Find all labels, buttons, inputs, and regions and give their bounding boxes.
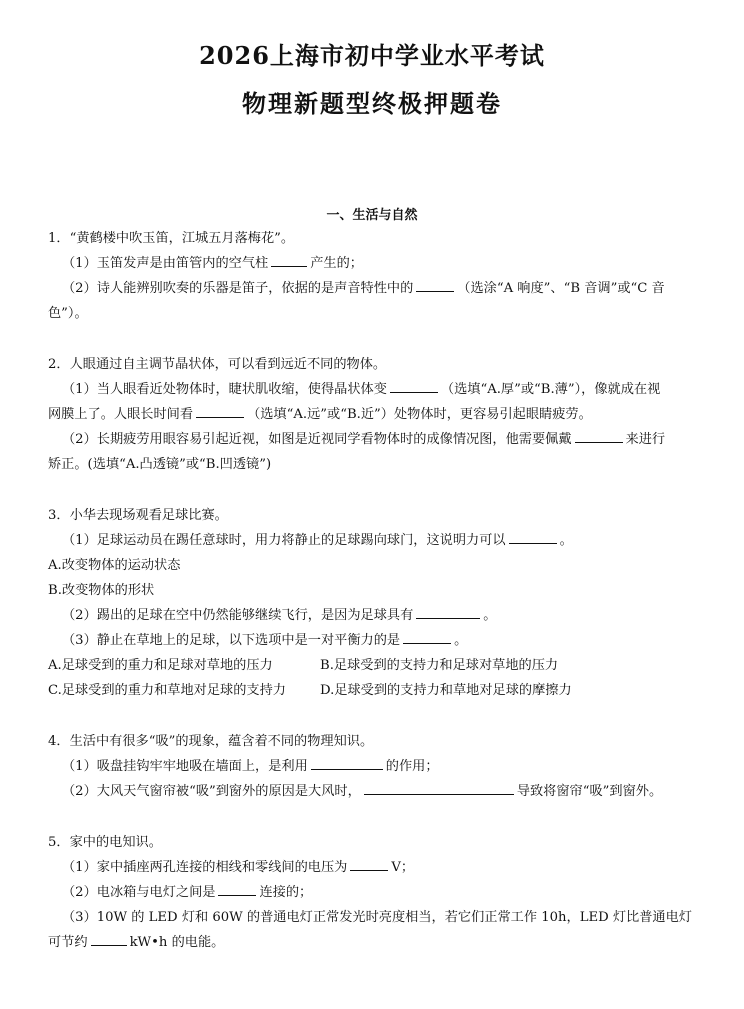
option-a: A.改变物体的运动状态 [48, 558, 181, 573]
question-4 [48, 729, 694, 804]
sub-question: （3）10W 的 LED 灯和 60W 的普通电灯正常发光时亮度相当，若它们正常工作 10h，LED 灯比普通电灯 [62, 910, 692, 925]
answer-blank[interactable] [509, 529, 557, 544]
section-title: 一、生活与自然 [326, 208, 418, 223]
option-b: B.足球受到的支持力和足球对草地的压力 [320, 658, 559, 673]
answer-blank[interactable] [390, 378, 438, 393]
option-c: C.足球受到的重力和草地对足球的支持力 [48, 683, 286, 698]
sub-question: （1）吸盘挂钩牢牢地吸在墙面上，是利用 的作用； [48, 754, 694, 779]
answer-blank[interactable] [271, 252, 307, 267]
answer-blank[interactable] [416, 277, 454, 292]
question-3 [48, 503, 694, 703]
question-1 [48, 226, 694, 326]
exam-subtitle: 物理新题型终极押题卷 [242, 89, 502, 118]
sub-question: （1）当人眼看近处物体时，睫状肌收缩，使得晶状体变 （选填“A.厚”或“B.薄”），像就成在视 [48, 377, 694, 402]
sub-question: （1）家中插座两孔连接的相线和零线间的电压为 V； [48, 855, 694, 880]
sub-question: （2）踢出的足球在空中仍然能够继续飞行，是因为足球具有 。 [48, 603, 694, 628]
answer-blank[interactable] [91, 931, 127, 946]
sub-question: （2）电冰箱与电灯之间是 连接的； [48, 880, 694, 905]
sub-question: （2）长期疲劳用眼容易引起近视，如图是近视同学看物体时的成像情况图，他需要佩戴 来进行 [48, 427, 694, 452]
answer-blank[interactable] [218, 881, 256, 896]
sub-question-continued: 色”）。 [48, 306, 88, 321]
option-a: A.足球受到的重力和足球对草地的压力 [48, 658, 273, 673]
question-2 [48, 352, 694, 477]
answer-blank[interactable] [575, 428, 623, 443]
answer-blank[interactable] [196, 403, 244, 418]
option-d: D.足球受到的支持力和草地对足球的摩擦力 [320, 683, 572, 698]
question-stem: 3．小华去现场观看足球比赛。 [48, 508, 228, 523]
sub-question-continued: 可节约 kW•h 的电能。 [48, 930, 694, 955]
question-stem: 2．人眼通过自主调节晶状体，可以看到远近不同的物体。 [48, 357, 387, 372]
option-b: B.改变物体的形状 [48, 583, 155, 598]
option-row [48, 653, 694, 678]
sub-question: （1）足球运动员在踢任意球时，用力将静止的足球踢向球门，这说明力可以 。 [48, 528, 694, 553]
question-5 [48, 830, 694, 955]
sub-question: （2）大风天气窗帘被“吸”到窗外的原因是大风时， 导致将窗帘“吸”到窗外。 [48, 779, 694, 804]
answer-blank[interactable] [403, 629, 451, 644]
answer-blank[interactable] [311, 755, 383, 770]
exam-title: 2026上海市初中学业水平考试 [199, 41, 545, 70]
sub-question: （3）静止在草地上的足球，以下选项中是一对平衡力的是 。 [48, 628, 694, 653]
sub-question: （1）玉笛发声是由笛管内的空气柱 产生的； [48, 251, 694, 276]
answer-blank[interactable] [364, 780, 514, 795]
option-row [48, 678, 694, 703]
question-stem: 1．“黄鹤楼中吹玉笛，江城五月落梅花”。 [48, 231, 295, 246]
sub-question: （2）诗人能辨别吹奏的乐器是笛子，依据的是声音特性中的 （选涂“A 响度”、“B 音调”或“C 音 [48, 276, 694, 301]
question-list [48, 226, 694, 981]
question-stem: 5．家中的电知识。 [48, 835, 162, 850]
sub-question-continued: 网膜上了。人眼长时间看 （选填“A.远”或“B.近”）处物体时，更容易引起眼睛疲劳。 [48, 402, 694, 427]
question-stem: 4．生活中有很多“吸”的现象，蕴含着不同的物理知识。 [48, 734, 374, 749]
answer-blank[interactable] [416, 604, 480, 619]
sub-question-continued: 矫正。(选填“A.凸透镜”或“B.凹透镜”) [48, 457, 272, 472]
answer-blank[interactable] [350, 856, 388, 871]
